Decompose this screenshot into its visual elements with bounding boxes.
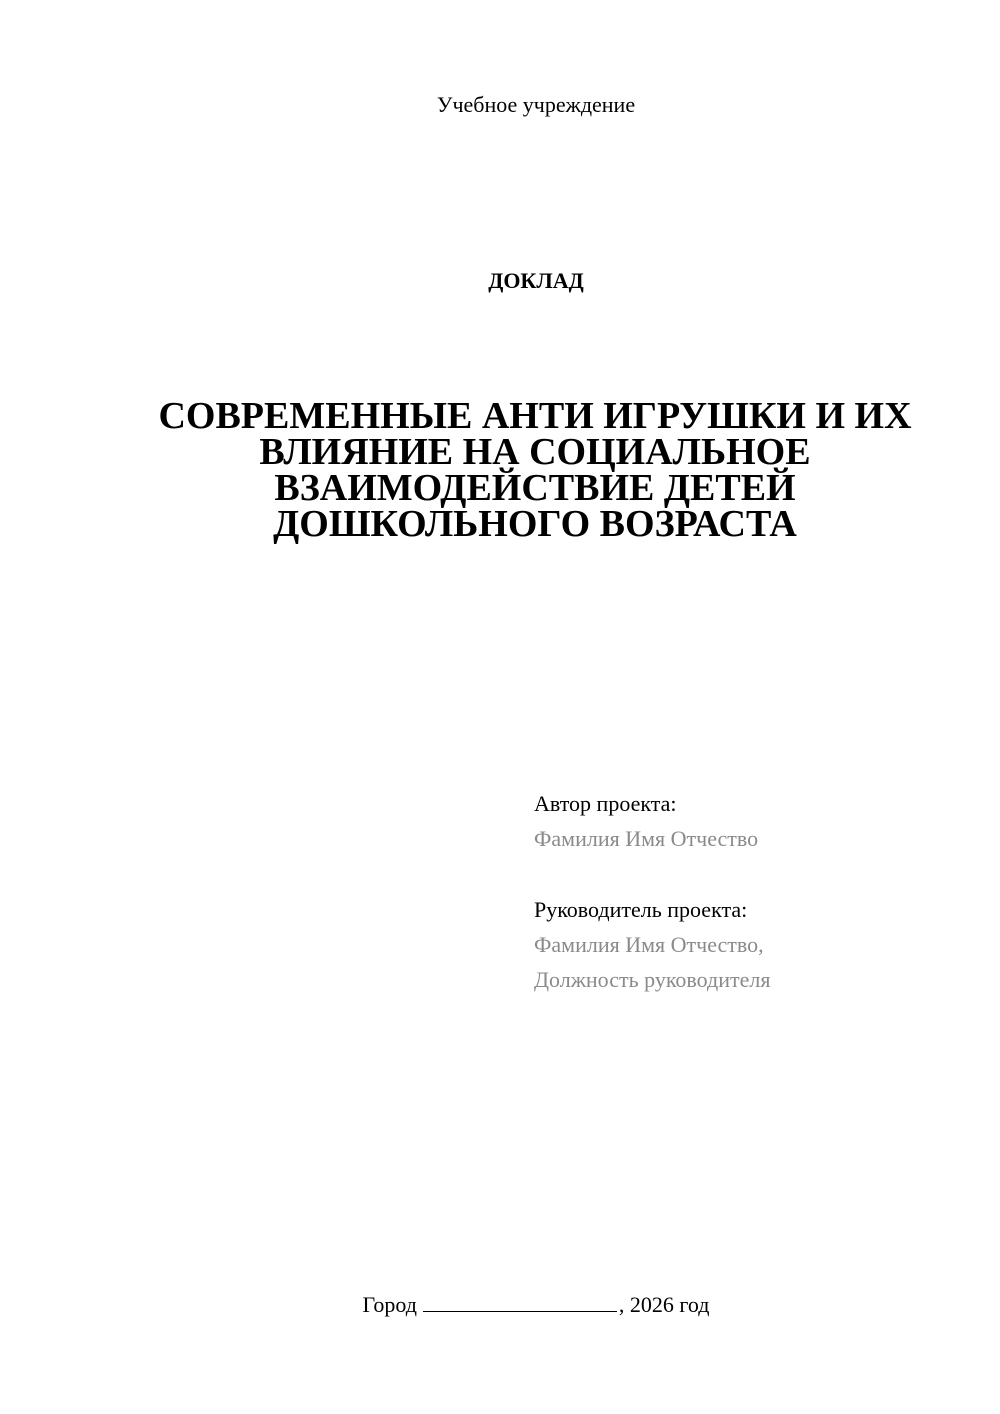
supervisor-position: Должность руководителя [534, 967, 771, 992]
title-line-1: СОВРЕМЕННЫЕ АНТИ ИГРУШКИ И ИХ [158, 395, 912, 437]
city-blank-line [423, 1289, 617, 1312]
title-line-2: ВЛИЯНИЕ НА СОЦИАЛЬНОЕ [259, 431, 811, 473]
author-name: Фамилия Имя Отчество [534, 826, 759, 851]
credits-spacer [534, 856, 974, 892]
institution-name: Учебное учреждение [436, 92, 636, 117]
author-label: Автор проекта: [534, 791, 677, 816]
supervisor-name: Фамилия Имя Отчество, [534, 932, 764, 957]
document-title [130, 395, 940, 545]
document-type: ДОКЛАД [488, 268, 584, 293]
footer-city-year [0, 1289, 1000, 1320]
year-text: , 2026 год [618, 1292, 710, 1317]
title-line-4: ДОШКОЛЬНОГО ВОЗРАСТА [273, 503, 797, 545]
supervisor-label: Руководитель проекта: [534, 897, 748, 922]
city-label: Город [362, 1292, 417, 1317]
title-line-3: ВЗАИМОДЕЙСТВИЕ ДЕТЕЙ [274, 467, 796, 509]
credits-block [534, 786, 974, 997]
